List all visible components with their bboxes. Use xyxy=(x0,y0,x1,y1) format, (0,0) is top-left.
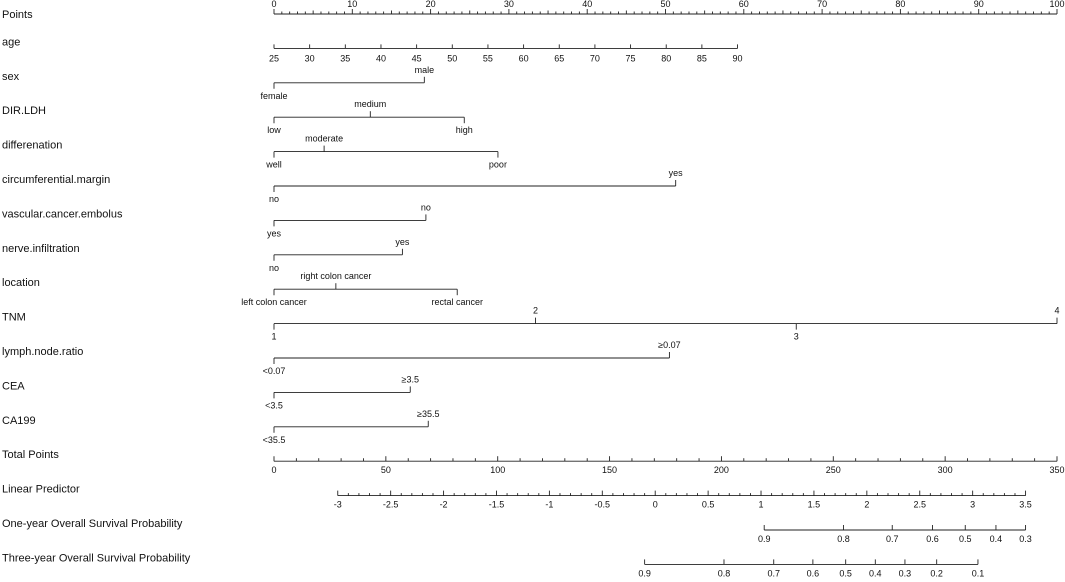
age-tick-label: 35 xyxy=(340,53,351,64)
total-points-tick-label: 50 xyxy=(380,465,391,476)
points-tick-label: 10 xyxy=(347,0,358,9)
points-tick-label: 30 xyxy=(503,0,514,9)
vascular-cancer-embolus-level-label: no xyxy=(420,202,431,213)
dir-ldh-level-label: low xyxy=(267,125,281,136)
three-year-survival-tick-label: 0.6 xyxy=(806,568,820,579)
points-tick-label: 70 xyxy=(817,0,828,9)
row-label-dir-ldh: DIR.LDH xyxy=(2,105,47,118)
row-label-total-points: Total Points xyxy=(2,449,59,462)
location-level-label: right colon cancer xyxy=(300,271,372,282)
tnm-level-label: 4 xyxy=(1054,305,1060,316)
row-label-tnm: TNM xyxy=(2,311,26,324)
ca199-level-label: ≥35.5 xyxy=(417,408,440,419)
three-year-survival-tick-label: 0.2 xyxy=(930,568,943,579)
linear-predictor-tick-label: -1.5 xyxy=(488,499,505,510)
age-tick-label: 70 xyxy=(589,53,600,64)
total-points-tick-label: 250 xyxy=(825,465,841,476)
total-points-tick-label: 100 xyxy=(490,465,506,476)
three-year-survival-tick-label: 0.9 xyxy=(638,568,651,579)
cea-level-label: ≥3.5 xyxy=(401,374,419,385)
linear-predictor-tick-label: 2.5 xyxy=(913,499,927,510)
points-tick-label: 0 xyxy=(271,0,277,9)
linear-predictor-tick-label: -1 xyxy=(545,499,554,510)
age-tick-label: 80 xyxy=(661,53,672,64)
linear-predictor-tick-label: -2.5 xyxy=(382,499,399,510)
linear-predictor-tick-label: 3.5 xyxy=(1019,499,1032,510)
three-year-survival-tick-label: 0.3 xyxy=(898,568,912,579)
differenation-level-label: poor xyxy=(488,159,507,170)
linear-predictor-tick-label: 0 xyxy=(652,499,658,510)
points-tick-label: 50 xyxy=(660,0,671,9)
age-tick-label: 90 xyxy=(732,53,743,64)
row-label-differenation: differenation xyxy=(2,139,63,152)
age-tick-label: 40 xyxy=(375,53,386,64)
tnm-level-label: 3 xyxy=(793,331,799,342)
dir-ldh-level-label: medium xyxy=(354,99,387,110)
one-year-survival-tick-label: 0.3 xyxy=(1019,534,1032,544)
row-label-three-year-survival: Three-year Overall Survival Probability xyxy=(2,552,191,565)
points-tick-label: 100 xyxy=(1049,0,1065,9)
three-year-survival-tick-label: 0.8 xyxy=(717,568,731,579)
points-tick-label: 20 xyxy=(425,0,436,9)
dir-ldh-level-label: high xyxy=(455,125,473,136)
linear-predictor-tick-label: -2 xyxy=(439,499,448,510)
row-label-cea: CEA xyxy=(2,380,25,393)
total-points-tick-label: 0 xyxy=(271,465,277,476)
points-tick-label: 60 xyxy=(738,0,749,9)
sex-level-label: female xyxy=(260,90,288,101)
age-tick-label: 85 xyxy=(696,53,707,64)
three-year-survival-tick-label: 0.4 xyxy=(869,568,882,579)
location-level-label: rectal cancer xyxy=(431,297,483,308)
linear-predictor-tick-label: 0.5 xyxy=(701,499,715,510)
row-label-age: age xyxy=(2,36,21,49)
one-year-survival-tick-label: 0.6 xyxy=(926,534,939,544)
nerve-infiltration-level-label: no xyxy=(268,262,280,273)
lymph-node-ratio-level-label: <0.07 xyxy=(262,366,286,376)
age-tick-label: 25 xyxy=(268,53,280,64)
points-tick-label: 80 xyxy=(895,0,906,9)
row-label-points: Points xyxy=(2,9,33,21)
one-year-survival-tick-label: 0.8 xyxy=(837,534,850,544)
lymph-node-ratio-level-label: ≥0.07 xyxy=(658,340,681,350)
linear-predictor-tick-label: -0.5 xyxy=(594,499,611,510)
total-points-tick-label: 150 xyxy=(602,465,618,476)
linear-predictor-tick-label: -3 xyxy=(333,499,342,510)
row-label-sex: sex xyxy=(2,70,20,83)
age-tick-label: 50 xyxy=(447,53,458,64)
total-points-tick-label: 300 xyxy=(937,465,953,476)
points-tick-label: 90 xyxy=(973,0,984,9)
age-tick-label: 30 xyxy=(304,53,315,64)
total-points-tick-label: 200 xyxy=(713,465,729,476)
one-year-survival-tick-label: 0.9 xyxy=(757,534,771,544)
vascular-cancer-embolus-level-label: yes xyxy=(266,228,282,239)
one-year-survival-tick-label: 0.4 xyxy=(989,534,1003,544)
one-year-survival-tick-label: 0.5 xyxy=(958,534,972,544)
points-tick-label: 40 xyxy=(582,0,593,9)
differenation-level-label: moderate xyxy=(305,133,344,144)
row-label-location: location xyxy=(2,277,40,290)
row-label-circumferential-margin: circumferential.margin xyxy=(2,174,111,186)
linear-predictor-tick-label: 1.5 xyxy=(807,499,821,510)
linear-predictor-tick-label: 3 xyxy=(970,499,976,510)
linear-predictor-tick-label: 2 xyxy=(864,499,870,510)
sex-level-label: male xyxy=(414,64,435,75)
three-year-survival-tick-label: 0.1 xyxy=(971,568,985,579)
linear-predictor-tick-label: 1 xyxy=(758,499,764,510)
row-label-one-year-survival: One-year Overall Survival Probability xyxy=(2,518,183,530)
location-level-label: left colon cancer xyxy=(241,297,307,308)
age-tick-label: 45 xyxy=(411,53,422,64)
three-year-survival-tick-label: 0.7 xyxy=(767,568,780,579)
cea-level-label: <3.5 xyxy=(265,400,283,411)
differenation-level-label: well xyxy=(266,159,282,170)
one-year-survival-tick-label: 0.7 xyxy=(885,534,899,544)
row-label-lymph-node-ratio: lymph.node.ratio xyxy=(2,346,84,358)
age-tick-label: 75 xyxy=(625,53,636,64)
three-year-survival-tick-label: 0.5 xyxy=(839,568,852,579)
row-label-nerve-infiltration: nerve.infiltration xyxy=(2,242,80,255)
row-label-ca199: CA199 xyxy=(2,414,36,427)
ca199-level-label: <35.5 xyxy=(262,434,286,445)
row-label-linear-predictor: Linear Predictor xyxy=(2,483,80,496)
tnm-level-label: 2 xyxy=(533,305,539,316)
row-label-vascular-cancer-embolus: vascular.cancer.embolus xyxy=(2,208,123,221)
circumferential-margin-level-label: yes xyxy=(668,168,683,178)
tnm-level-label: 1 xyxy=(271,331,277,342)
age-tick-label: 60 xyxy=(518,53,529,64)
nerve-infiltration-level-label: yes xyxy=(395,236,410,247)
total-points-tick-label: 350 xyxy=(1049,465,1065,476)
age-tick-label: 55 xyxy=(482,53,493,64)
circumferential-margin-level-label: no xyxy=(268,194,280,204)
age-tick-label: 65 xyxy=(554,53,565,64)
